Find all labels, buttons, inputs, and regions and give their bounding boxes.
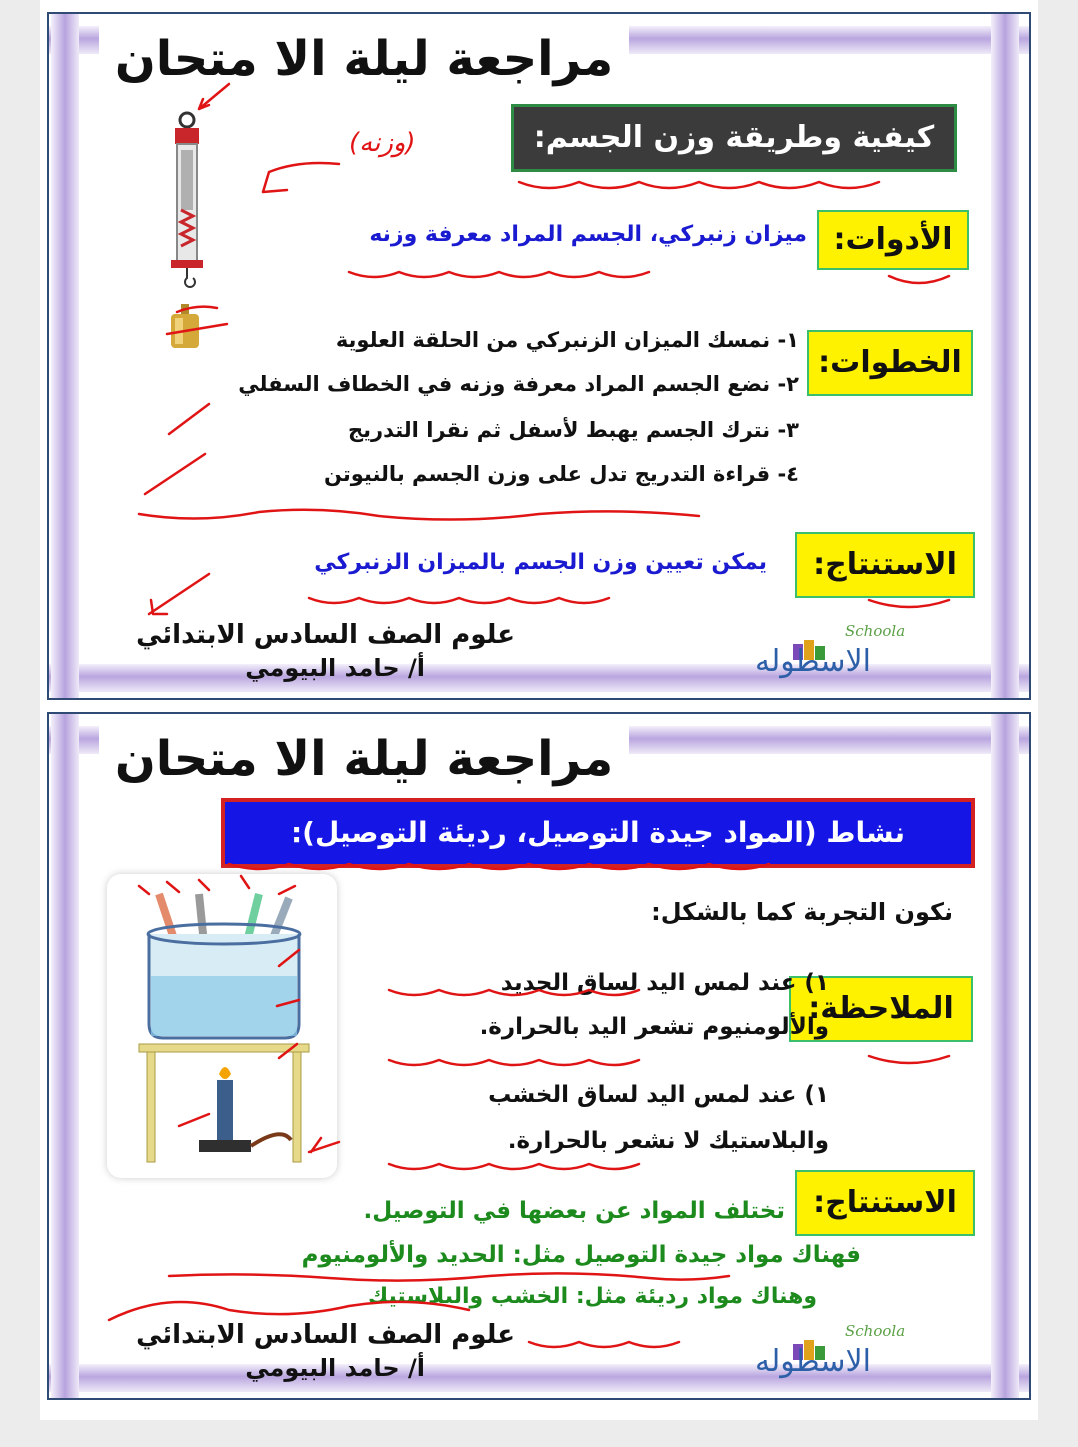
conclusion-line: وهناك مواد رديئة مثل: الخشب والبلاستيك: [367, 1284, 817, 1309]
annotation-weight: (وزنه): [349, 128, 416, 158]
observation-line: والبلاستيك لا نشعر بالحرارة.: [507, 1128, 829, 1154]
spring-balance-icon: [157, 110, 217, 290]
conclusion-label: الاستنتاج:: [795, 532, 975, 598]
conclusion-line: تختلف المواد عن بعضها في التوصيل.: [363, 1198, 785, 1224]
steps-label: الخطوات:: [807, 330, 973, 396]
page-header: مراجعة ليلة الا متحان: [99, 20, 629, 98]
step-item: ١- نمسك الميزان الزنبركي من الحلقة العلوية: [335, 328, 799, 352]
footer-course: علوم الصف السادس الابتدائي: [136, 620, 515, 650]
section-title: كيفية وطريقة وزن الجسم:: [511, 104, 957, 172]
frame-left: [51, 714, 79, 1398]
weight-icon: [165, 304, 205, 352]
card-spring-balance: [47, 12, 1031, 700]
observation-line: ١) عند لمس اليد لساق الخشب: [488, 1082, 829, 1108]
frame-right: [991, 714, 1019, 1398]
frame-bottom: [49, 664, 1029, 692]
logo-arabic: الاسطوله: [755, 644, 871, 679]
observation-line: والألومنيوم تشعر اليد بالحرارة.: [479, 1014, 829, 1040]
beaker-burner-icon: [119, 884, 329, 1174]
conclusion-label: الاستنتاج:: [795, 1170, 975, 1236]
frame-bottom: [49, 1364, 1029, 1392]
footer-course: علوم الصف السادس الابتدائي: [136, 1320, 515, 1350]
frame-left: [51, 14, 79, 698]
frame-right: [991, 14, 1019, 698]
conclusion-line: فهناك مواد جيدة التوصيل مثل: الحديد والألومنيوم: [301, 1242, 861, 1268]
logo-latin: Schoola: [845, 622, 906, 640]
conclusion-text: يمكن تعيين وزن الجسم بالميزان الزنبركي: [314, 550, 767, 575]
observation-label: الملاحظة:: [789, 976, 973, 1042]
intro-text: نكون التجربة كما بالشكل:: [651, 898, 953, 926]
section-title: نشاط (المواد جيدة التوصيل، رديئة التوصيل):: [221, 798, 975, 868]
tools-label: الأدوات:: [817, 210, 969, 270]
step-item: ٣- نترك الجسم يهبط لأسفل ثم نقرا التدريج: [347, 418, 799, 442]
logo-latin: Schoola: [845, 1322, 906, 1340]
card-conductivity: [47, 712, 1031, 1400]
step-item: ٢- نضع الجسم المراد معرفة وزنه في الخطاف السفلي: [238, 372, 799, 396]
footer-teacher: أ/ حامد البيومي: [245, 654, 425, 682]
page-header: مراجعة ليلة الا متحان: [99, 720, 629, 798]
step-item: ٤- قراءة التدريج تدل على وزن الجسم بالنيوتن: [323, 462, 799, 486]
logo-arabic: الاسطوله: [755, 1344, 871, 1379]
footer-teacher: أ/ حامد البيومي: [245, 1354, 425, 1382]
observation-line: ١) عند لمس اليد لساق الحديد: [500, 970, 829, 996]
tools-text: ميزان زنبركي، الجسم المراد معرفة وزنه: [369, 222, 807, 247]
